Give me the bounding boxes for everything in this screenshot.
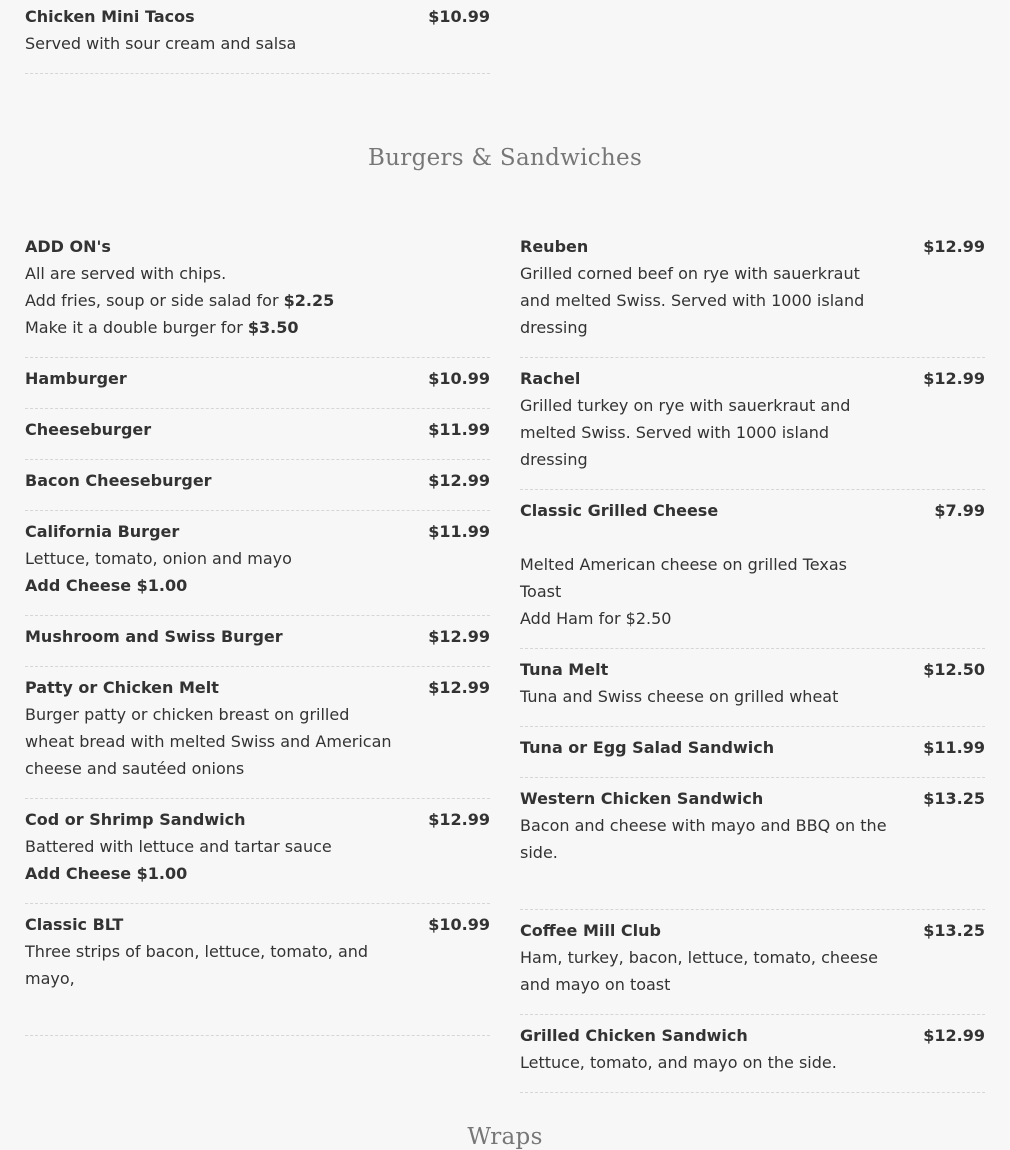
item-price: $12.99 xyxy=(923,1026,985,1045)
item-description: Ham, turkey, bacon, lettuce, tomato, cheese and mayo on toast xyxy=(520,948,878,994)
item-name: Coffee Mill Club xyxy=(520,921,661,940)
item-price: $11.99 xyxy=(428,522,490,541)
menu-item xyxy=(25,799,490,904)
item-price: $12.99 xyxy=(428,627,490,646)
menu-item xyxy=(25,904,490,1036)
menu-item xyxy=(25,667,490,799)
menu-item xyxy=(520,490,985,649)
menu-item xyxy=(25,460,490,511)
menu-item xyxy=(520,727,985,778)
item-name: Reuben xyxy=(520,237,589,256)
menu-column-left xyxy=(25,226,490,1036)
item-description: Lettuce, tomato, onion and mayo xyxy=(25,549,292,568)
menu-item xyxy=(520,358,985,490)
item-name: Western Chicken Sandwich xyxy=(520,789,764,808)
item-name: Mushroom and Swiss Burger xyxy=(25,627,283,646)
menu-column-top xyxy=(25,3,490,74)
add-on-price: $2.25 xyxy=(283,291,335,310)
item-name: Grilled Chicken Sandwich xyxy=(520,1026,748,1045)
menu-item xyxy=(520,226,985,358)
item-description: Bacon and cheese with mayo and BBQ on the side. xyxy=(520,816,887,862)
add-ons-block xyxy=(25,226,490,358)
item-name: Cod or Shrimp Sandwich xyxy=(25,810,246,829)
item-price: $13.25 xyxy=(923,789,985,808)
item-name: Hamburger xyxy=(25,369,127,388)
item-name: Chicken Mini Tacos xyxy=(25,7,195,26)
menu-item xyxy=(520,1015,985,1093)
item-description: Served with sour cream and salsa xyxy=(25,34,297,53)
item-price: $12.99 xyxy=(428,678,490,697)
item-price: $11.99 xyxy=(923,738,985,757)
menu-item xyxy=(520,778,985,910)
item-description: Battered with lettuce and tartar sauce xyxy=(25,837,332,856)
item-price: $12.50 xyxy=(923,660,985,679)
item-name: Classic BLT xyxy=(25,915,124,934)
item-description: Burger patty or chicken breast on grilled wheat bread with melted Swiss and American cheese and sautéed onions xyxy=(25,705,392,778)
item-price: $10.99 xyxy=(428,369,490,388)
item-name: Patty or Chicken Melt xyxy=(25,678,219,697)
item-name: Tuna or Egg Salad Sandwich xyxy=(520,738,775,757)
item-name: Classic Grilled Cheese xyxy=(520,501,719,520)
item-price: $7.99 xyxy=(934,501,985,520)
item-price: $12.99 xyxy=(428,810,490,829)
add-ons-line: Add fries, soup or side salad for $2.25 xyxy=(25,291,335,310)
item-price: $12.99 xyxy=(428,471,490,490)
add-ons-title: ADD ON's xyxy=(25,237,111,256)
section-title-burgers: Burgers & Sandwiches xyxy=(367,145,643,171)
menu-item xyxy=(520,910,985,1015)
item-name: California Burger xyxy=(25,522,180,541)
item-description: Melted American cheese on grilled Texas Toast xyxy=(520,555,847,601)
item-price: $12.99 xyxy=(923,237,985,256)
menu-item xyxy=(25,616,490,667)
section-title-wraps: Wraps xyxy=(467,1124,543,1150)
item-name: Rachel xyxy=(520,369,581,388)
item-description: Three strips of bacon, lettuce, tomato, and mayo, xyxy=(25,942,369,988)
item-price: $11.99 xyxy=(428,420,490,439)
menu-item xyxy=(25,409,490,460)
item-extra: Add Cheese $1.00 xyxy=(25,864,188,883)
add-ons-line: All are served with chips. xyxy=(25,264,227,283)
menu-item xyxy=(25,3,490,74)
item-price: $13.25 xyxy=(923,921,985,940)
item-description: Grilled corned beef on rye with sauerkraut and melted Swiss. Served with 1000 island dressing xyxy=(520,264,865,337)
add-ons-line: Make it a double burger for $3.50 xyxy=(25,318,299,337)
menu-item xyxy=(25,358,490,409)
menu-column-right xyxy=(520,226,985,1093)
item-description: Add Ham for $2.50 xyxy=(520,609,672,628)
item-price: $10.99 xyxy=(428,915,490,934)
item-name: Bacon Cheeseburger xyxy=(25,471,212,490)
item-price: $12.99 xyxy=(923,369,985,388)
item-name: Cheeseburger xyxy=(25,420,152,439)
item-description: Lettuce, tomato, and mayo on the side. xyxy=(520,1053,837,1072)
item-description: Grilled turkey on rye with sauerkraut and melted Swiss. Served with 1000 island dressing xyxy=(520,396,851,469)
menu-item xyxy=(520,649,985,727)
item-extra: Add Cheese $1.00 xyxy=(25,576,188,595)
menu-item xyxy=(25,511,490,616)
add-on-price: $3.50 xyxy=(247,318,299,337)
item-description: Tuna and Swiss cheese on grilled wheat xyxy=(520,687,839,706)
item-price: $10.99 xyxy=(428,7,490,26)
item-name: Tuna Melt xyxy=(520,660,609,679)
